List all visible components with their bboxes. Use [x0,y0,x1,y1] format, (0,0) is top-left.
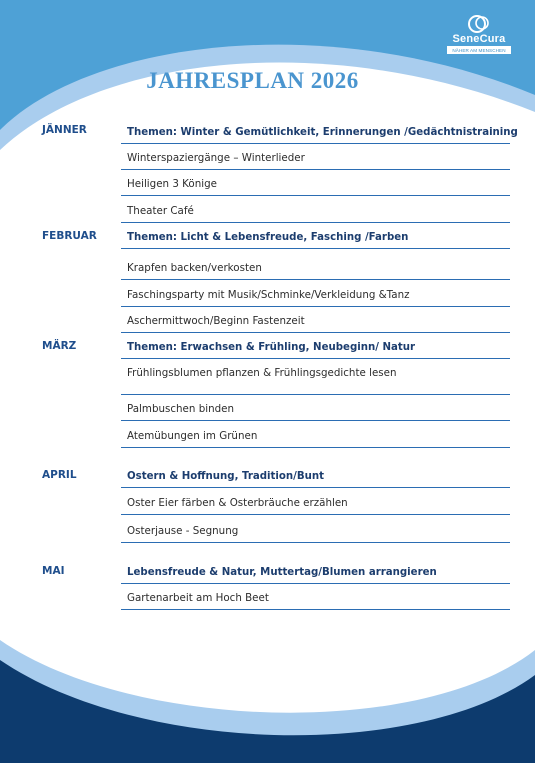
theme-text: Themen: Erwachsen & Frühling, Neubeginn/ Natur [127,342,416,353]
senecura-emblem-icon [466,13,492,35]
theme-row [121,462,510,488]
list-item [121,280,510,307]
month-label-jaenner: JÄNNER [42,124,87,136]
item-text: Winterspaziergänge – Winterlieder [127,152,305,164]
page-title: JAHRESPLAN 2026 [146,68,359,93]
month-label-mai: MAI [42,565,65,577]
month-label-maerz: MÄRZ [42,340,77,352]
list-item [121,488,510,515]
item-text: Gartenarbeit am Hoch Beet [127,592,269,604]
list-item [121,421,510,448]
list-item [121,359,510,395]
item-text: Osterjause - Segnung [127,525,239,537]
theme-row [121,118,518,144]
item-text: Frühlingsblumen pflanzen & Frühlingsgedichte lesen [127,367,397,379]
logo-name: SeneCura [452,33,506,45]
month-label-april: APRIL [42,469,77,481]
logo-tagline: NÄHER AM MENSCHEN [447,46,511,54]
list-item [121,395,510,421]
list-item [121,170,510,196]
list-item [121,584,510,610]
list-item [121,196,510,223]
theme-row [121,223,510,249]
theme-text: Ostern & Hoffnung, Tradition/Bunt [127,471,324,482]
item-text: Palmbuschen binden [127,403,235,415]
list-item [121,515,510,543]
item-text: Faschingsparty mit Musik/Schminke/Verkleidung &Tanz [127,289,410,301]
list-item [121,254,510,280]
theme-row [121,558,510,584]
item-text: Oster Eier färben & Osterbräuche erzählen [127,497,348,509]
theme-text: Themen: Winter & Gemütlichkeit, Erinnerungen /Gedächtnistraining [127,127,518,138]
list-item [121,307,510,333]
item-text: Theater Café [127,205,194,217]
item-text: Krapfen backen/verkosten [127,262,262,274]
theme-text: Themen: Licht & Lebensfreude, Fasching /Farben [127,232,409,243]
list-item [121,144,510,170]
senecura-logo [445,13,513,54]
item-text: Heiligen 3 Könige [127,178,217,190]
item-text: Atemübungen im Grünen [127,430,258,442]
item-text: Aschermittwoch/Beginn Fastenzeit [127,315,305,327]
month-label-februar: FEBRUAR [42,230,97,242]
theme-text: Lebensfreude & Natur, Muttertag/Blumen arrangieren [127,567,437,578]
theme-row [121,333,510,359]
